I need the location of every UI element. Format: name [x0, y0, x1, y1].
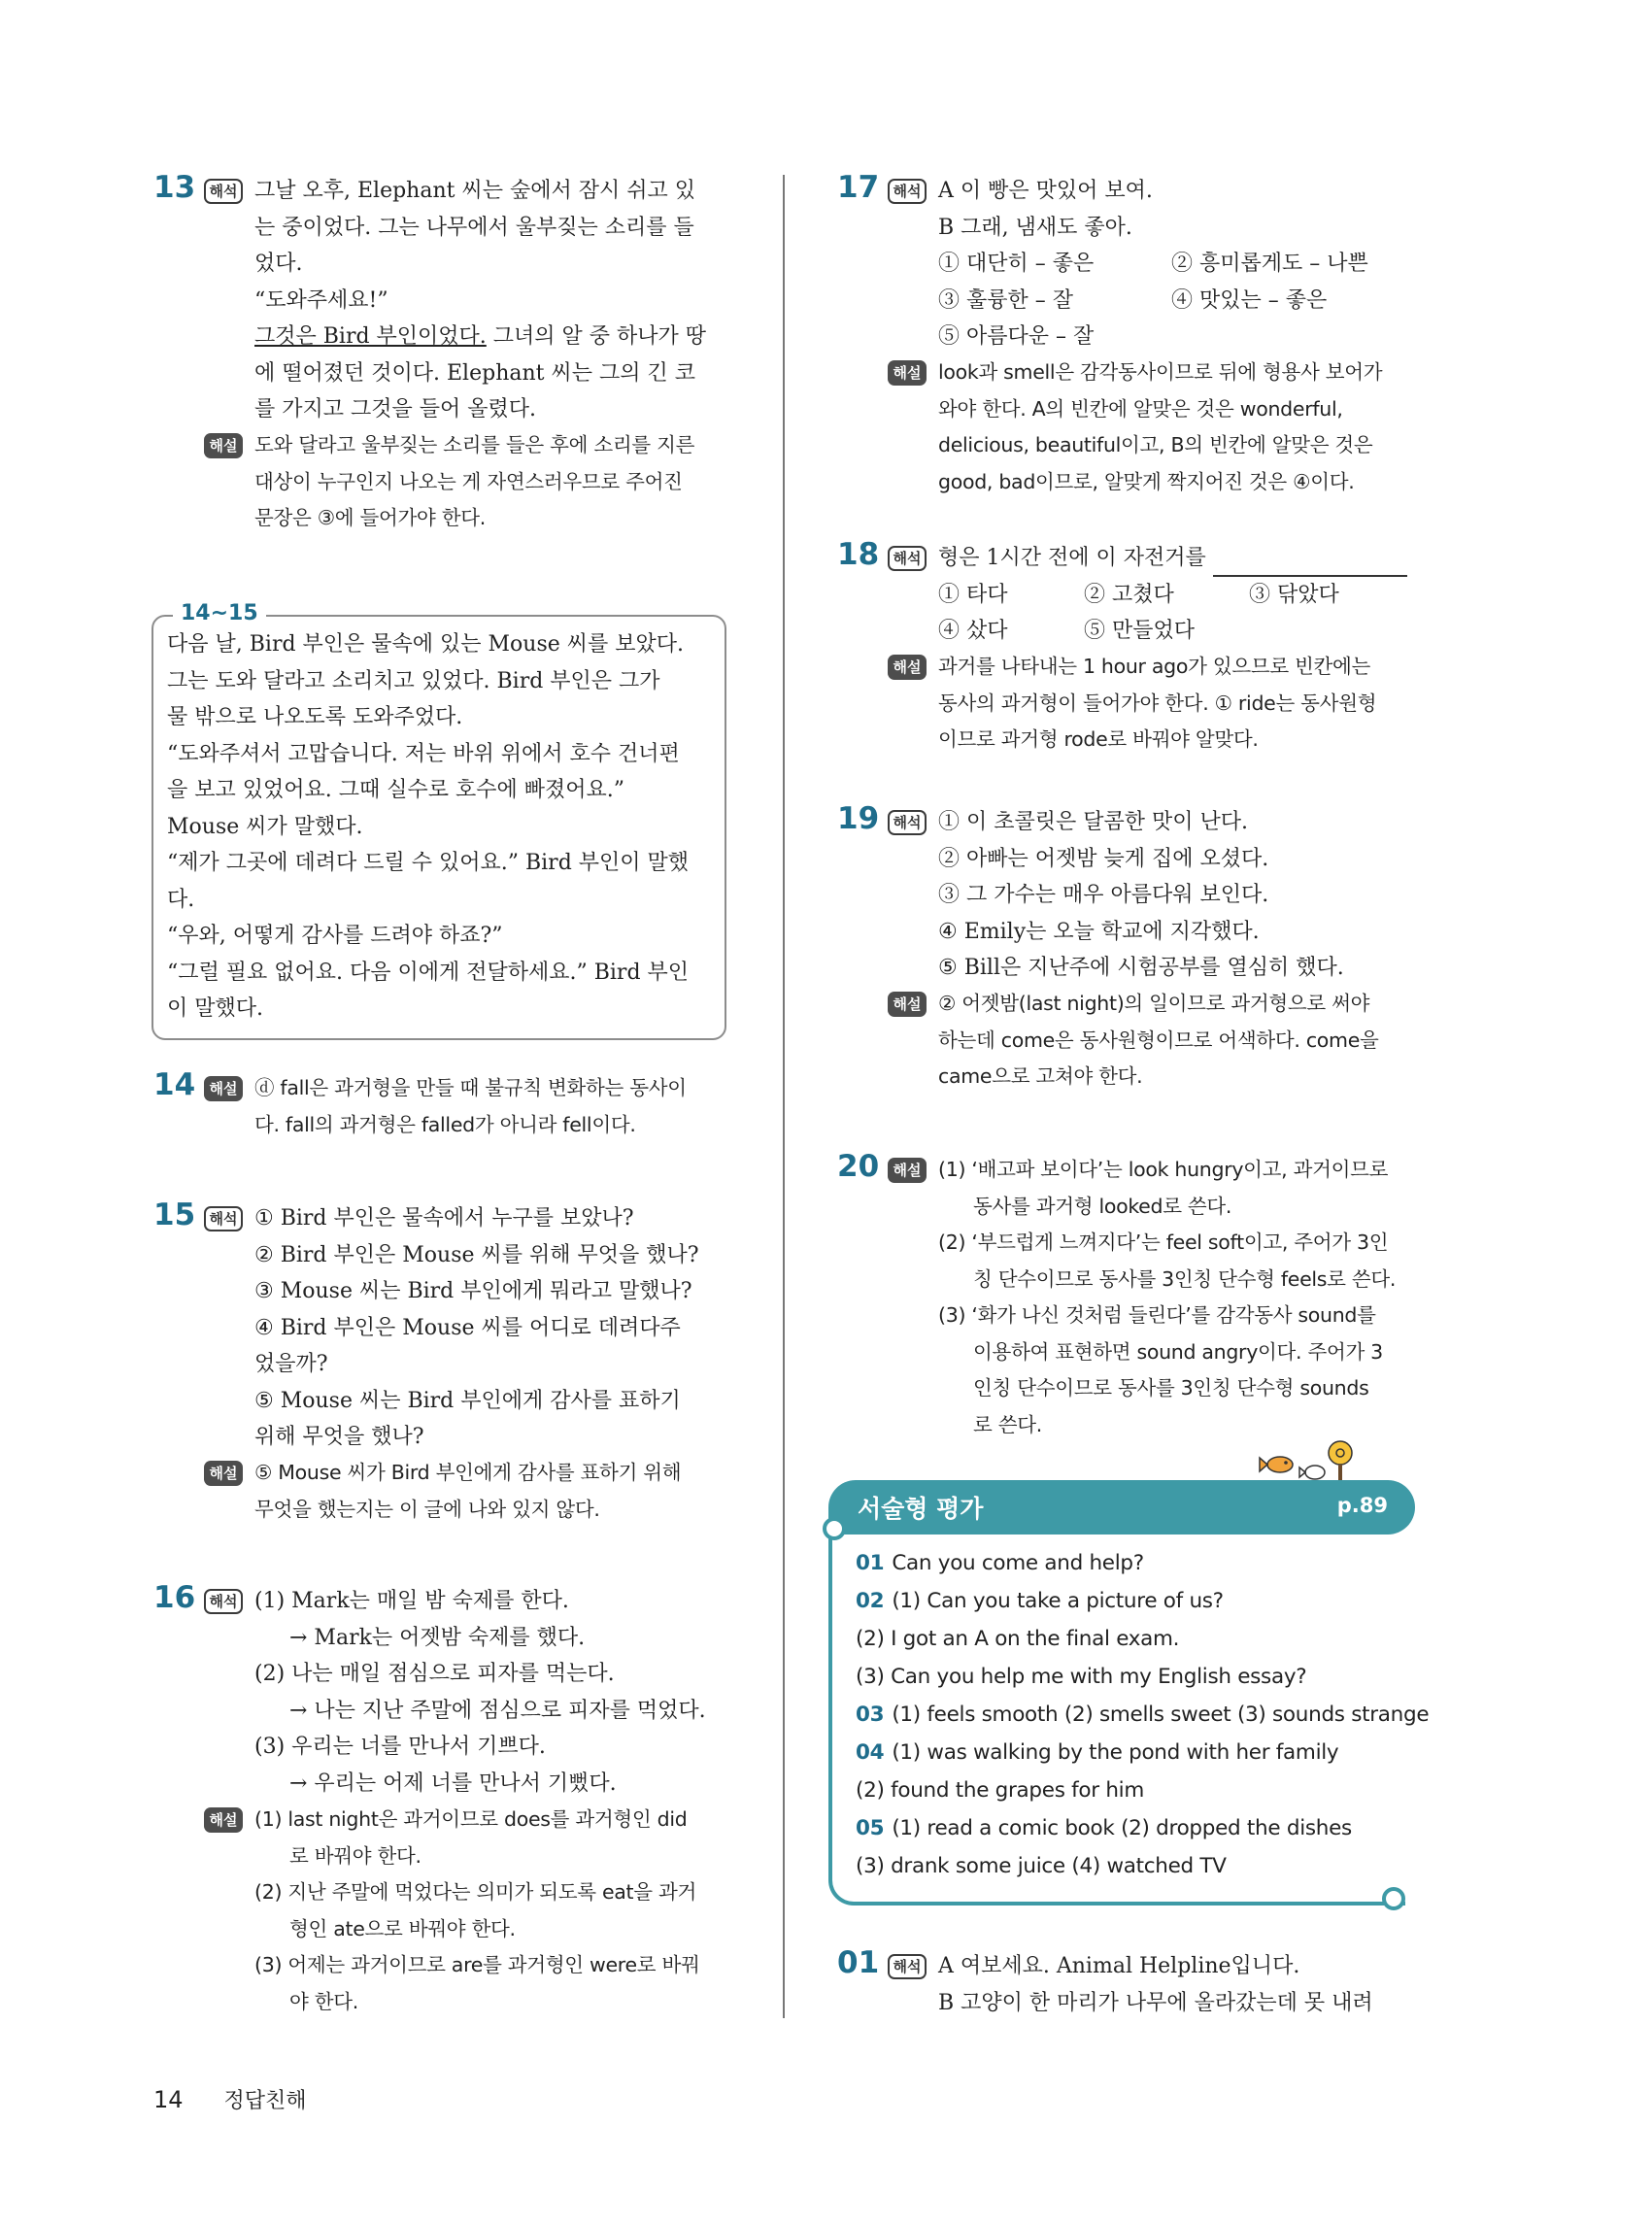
answer-options [938, 246, 1420, 355]
text-line: 동사의 과거형이 들어가야 한다. ① ride는 동사원형 [938, 691, 1377, 715]
text-line: 는 중이었다. 그는 나무에서 울부짖는 소리를 들 [254, 215, 694, 240]
answer-text: (1) feels smooth (2) smells sweet (3) sounds strange [892, 1703, 1430, 1727]
text-line: 을 보고 있었어요. 그때 실수로 호수에 빠졌어요.” [167, 778, 624, 802]
solution-badge: 해설 [888, 1158, 927, 1183]
text-span: 그녀의 알 중 하나가 땅 [486, 324, 707, 349]
option: ③ 닦았다 [1249, 582, 1339, 607]
answer-text: Can you come and help? [892, 1551, 1144, 1575]
text-line: 에 떨어졌던 것이다. Elephant 씨는 그의 긴 코 [254, 360, 695, 386]
option: ④ 맛있는 – 좋은 [1171, 287, 1328, 313]
answer-text: (3) drank some juice (4) watched TV [856, 1854, 1227, 1878]
text-line: 문장은 ③에 들어가야 한다. [254, 506, 486, 529]
question-number: 13 [153, 170, 196, 205]
answer-text: (2) found the grapes for him [856, 1778, 1144, 1803]
text-line: 이므로 과거형 rode로 바꿔야 알맞다. [938, 727, 1259, 751]
text-line: (2) 지난 주말에 먹었다는 의미가 되도록 eat을 과거 [254, 1880, 697, 1904]
text-line: 대상이 누구인지 나오는 게 자연스러우므로 주어진 [254, 469, 683, 493]
option: ① 대단히 – 좋은 [938, 252, 1095, 276]
text-line: (1) ‘배고파 보이다’는 look hungry이고, 과거이므로 [938, 1158, 1389, 1181]
option: ⑤ 아름다운 – 잘 [938, 324, 1095, 349]
essay-answer-line [856, 1847, 1409, 1885]
answer-text: (1) was walking by the pond with her family [892, 1740, 1339, 1765]
text-line: (1) Mark는 매일 밤 숙제를 한다. [254, 1589, 569, 1613]
text-line: ① 이 초콜릿은 달콤한 맛이 난다. [938, 810, 1248, 834]
text-line: Mouse 씨가 말했다. [167, 814, 363, 839]
answer-number: 05 [856, 1816, 885, 1840]
question-text [254, 173, 736, 428]
text-line: A 이 빵은 맛있어 보여. [938, 179, 1153, 203]
text-line: 물 밖으로 나오도록 도와주었다. [167, 705, 463, 729]
solution-badge: 해설 [204, 1461, 243, 1486]
question-number: 20 [837, 1149, 880, 1184]
text-line: (1) last night은 과거이므로 does를 과거형인 did [254, 1807, 688, 1831]
essay-title: 서술형 평가 [858, 1495, 984, 1523]
answer-number: 03 [856, 1703, 885, 1727]
text-line: 야 한다. [289, 1989, 358, 2013]
text-line: ⓓ fall은 과거형을 만들 때 불규칙 변화하는 동사이 [254, 1076, 687, 1099]
essay-page-ref: p.89 [1336, 1494, 1388, 1517]
text-line [938, 540, 1420, 577]
answer-text: (3) Can you help me with my English essay? [856, 1665, 1307, 1689]
page-footer [153, 2084, 307, 2114]
text-line: ⑤ Mouse 씨가 Bird 부인에게 감사를 표하기 위해 [254, 1461, 682, 1484]
text-line: look과 smell은 감각동사이므로 뒤에 형용사 보어가 [938, 360, 1383, 384]
question-text [254, 1583, 736, 1802]
passage-box-14-15 [152, 601, 726, 1040]
solution-text [938, 354, 1420, 500]
text-line: 그는 도와 달라고 소리치고 있었다. Bird 부인은 그가 [167, 668, 660, 693]
option: ② 고쳤다 [1084, 582, 1174, 607]
essay-answers [856, 1544, 1430, 1885]
essay-answer-line [856, 1582, 1409, 1620]
text-line: 칭 단수이므로 동사를 3인칭 단수형 feels로 쓴다. [973, 1266, 1397, 1291]
explain-badge: 해석 [204, 1589, 243, 1614]
question-number: 19 [837, 801, 880, 836]
text-line: ① Bird 부인은 물속에서 누구를 보았나? [254, 1206, 634, 1231]
text-line: 도와 달라고 울부짖는 소리를 들은 후에 소리를 지른 [254, 433, 695, 456]
essay-answer-line [856, 1809, 1409, 1847]
question-number: 01 [837, 1945, 880, 1980]
text-line: 인칭 단수이므로 동사를 3인칭 단수형 sounds [973, 1376, 1369, 1400]
text-line: 로 쓴다. [973, 1412, 1042, 1436]
answer-options [938, 577, 1420, 650]
text-line: 무엇을 했는지는 이 글에 나와 있지 않다. [254, 1497, 600, 1521]
option: ④ 샀다 [938, 619, 1008, 643]
text-line: (3) ‘화가 나신 것처럼 들린다’를 감각동사 sound를 [938, 1303, 1376, 1327]
solution-badge: 해설 [888, 360, 927, 386]
solution-badge: 해설 [204, 1807, 243, 1833]
solution-badge: 해설 [888, 655, 927, 680]
explain-badge: 해석 [888, 546, 927, 571]
text-line: 이용하여 표현하면 sound angry이다. 주어가 3 [973, 1339, 1383, 1364]
underlined-sentence: 그것은 Bird 부인이었다. [254, 324, 487, 349]
text-line [254, 319, 736, 355]
fish-and-sign-illustration [1259, 1435, 1375, 1484]
text-line: A 여보세요. Animal Helpline입니다. [938, 1954, 1300, 1978]
explain-badge: 해석 [204, 179, 243, 204]
solution-badge: 해설 [204, 433, 243, 458]
text-line: 그날 오후, Elephant 씨는 숲에서 잠시 쉬고 있 [254, 179, 695, 203]
text-line: “도와주셔서 고맙습니다. 저는 바위 위에서 호수 건너편 [167, 741, 680, 766]
question-text [938, 173, 1420, 355]
answer-text: (1) Can you take a picture of us? [892, 1589, 1224, 1613]
text-line: 위해 무엇을 했나? [254, 1425, 424, 1449]
text-line: (3) 우리는 너를 만나서 기쁘다. [254, 1735, 546, 1759]
book-section-label: 정답친해 [223, 2089, 307, 2113]
frame-end-dot [1382, 1887, 1405, 1910]
solution-badge: 해설 [888, 992, 927, 1017]
text-line: B 고양이 한 마리가 나무에 올라갔는데 못 내려 [938, 1990, 1373, 2015]
question-number: 15 [153, 1197, 196, 1232]
text-line: → 우리는 어제 너를 만나서 기뻤다. [289, 1771, 617, 1796]
text-line: 로 바꿔야 한다. [289, 1843, 421, 1868]
essay-answer-line [856, 1696, 1430, 1734]
solution-text [254, 1455, 736, 1528]
question-text [938, 804, 1420, 987]
question-stem: 형은 1시간 전에 이 자전거를 [938, 546, 1206, 570]
text-line: ③ Mouse 씨는 Bird 부인에게 뭐라고 말했나? [254, 1279, 692, 1303]
text-line: “우와, 어떻게 감사를 드려야 하죠?” [167, 924, 503, 948]
text-line: “도와주세요!” [254, 287, 388, 313]
solution-text [254, 1802, 736, 2020]
text-line: → Mark는 어젯밤 숙제를 했다. [289, 1625, 586, 1650]
answer-blank [1213, 552, 1407, 577]
option: ① 타다 [938, 582, 1008, 607]
text-line: (2) 나는 매일 점심으로 피자를 먹는다. [254, 1662, 615, 1686]
frame-start-dot [823, 1517, 846, 1540]
text-line: ③ 그 가수는 매우 아름다워 보인다. [938, 883, 1269, 907]
text-line: 형인 ate으로 바꿔야 한다. [289, 1916, 516, 1940]
answer-number: 04 [856, 1740, 885, 1765]
text-line: 이 말했다. [167, 996, 263, 1021]
essay-assessment-panel [828, 1480, 1430, 1906]
question-text [938, 540, 1420, 650]
text-line: ④ Emily는 오늘 학교에 지각했다. [938, 919, 1260, 944]
text-line: 다. [167, 887, 195, 912]
text-line: → 나는 지난 주말에 점심으로 피자를 먹었다. [289, 1698, 706, 1723]
passage-text [167, 626, 711, 1028]
answer-number: 01 [856, 1551, 885, 1575]
text-line: “그럴 필요 없어요. 다음 이에게 전달하세요.” Bird 부인 [167, 960, 690, 985]
text-line: good, bad이므로, 알맞게 짝지어진 것은 ④이다. [938, 469, 1355, 493]
option: ③ 훌륭한 – 잘 [938, 287, 1073, 313]
text-line: 와야 한다. A의 빈칸에 알맞은 것은 wonderful, [938, 396, 1343, 421]
solution-text [254, 1070, 736, 1143]
column-divider [783, 175, 785, 2018]
text-line: ② 어젯밤(last night)의 일이므로 과거형으로 써야 [938, 992, 1370, 1015]
solution-text [938, 1152, 1420, 1443]
text-line: ② Bird 부인은 Mouse 씨를 위해 무엇을 했나? [254, 1242, 699, 1267]
option: ② 흥미롭게도 – 나쁜 [1171, 252, 1368, 276]
question-text [254, 1200, 736, 1456]
text-line: delicious, beautiful이고, B의 빈칸에 알맞은 것은 [938, 433, 1373, 456]
solution-badge: 해설 [204, 1076, 243, 1101]
text-line: ④ Bird 부인은 Mouse 씨를 어디로 데려다주 [254, 1315, 681, 1340]
explain-badge: 해석 [204, 1206, 243, 1231]
text-line: (2) ‘부드럽게 느껴지다’는 feel soft이고, 주어가 3인 [938, 1231, 1389, 1254]
question-text [938, 1948, 1420, 2021]
explain-badge: 해석 [888, 179, 927, 204]
text-line: (3) 어제는 과거이므로 are를 과거형인 were로 바꿔 [254, 1953, 700, 1976]
text-line: B 그래, 냄새도 좋아. [938, 215, 1132, 240]
text-line: 를 가지고 그것을 들어 올렸다. [254, 397, 536, 422]
text-line: 동사를 과거형 looked로 쓴다. [973, 1194, 1232, 1218]
question-number: 14 [153, 1067, 196, 1102]
text-line: ⑤ Bill은 지난주에 시험공부를 열심히 했다. [938, 956, 1344, 980]
explain-badge: 해석 [888, 810, 927, 835]
text-line: 었을까? [254, 1352, 328, 1376]
question-number: 18 [837, 537, 880, 572]
explain-badge: 해석 [888, 1954, 927, 1979]
text-line: ⑤ Mouse 씨는 Bird 부인에게 감사를 표하기 [254, 1388, 681, 1413]
page-number: 14 [153, 2086, 184, 2113]
text-line: 다음 날, Bird 부인은 물속에 있는 Mouse 씨를 보았다. [167, 632, 685, 657]
solution-text [938, 986, 1420, 1096]
text-line: 과거를 나타내는 1 hour ago가 있으므로 빈칸에는 [938, 655, 1371, 678]
essay-answer-line [856, 1771, 1409, 1809]
essay-answer-line [856, 1734, 1409, 1771]
text-line: 다. fall의 과거형은 falled가 아니라 fell이다. [254, 1112, 636, 1136]
solution-text [254, 427, 736, 537]
option: ⑤ 만들었다 [1084, 619, 1196, 643]
essay-answer-line [856, 1658, 1409, 1696]
passage-box-title: 14~15 [173, 601, 266, 625]
text-line: ② 아빠는 어젯밤 늦게 집에 오셨다. [938, 846, 1269, 871]
essay-header [828, 1480, 1415, 1535]
text-line: came으로 고쳐야 한다. [938, 1064, 1143, 1088]
solution-text [938, 649, 1420, 759]
essay-answer-line [856, 1620, 1409, 1658]
text-line: 하는데 come은 동사원형이므로 어색하다. come을 [938, 1028, 1379, 1052]
question-number: 16 [153, 1580, 196, 1615]
answer-text: (2) I got an A on the final exam. [856, 1627, 1180, 1651]
answer-number: 02 [856, 1589, 885, 1613]
text-line: “제가 그곳에 데려다 드릴 수 있어요.” Bird 부인이 말했 [167, 851, 690, 875]
text-line: 었다. [254, 252, 303, 276]
question-number: 17 [837, 170, 880, 205]
answer-text: (1) read a comic book (2) dropped the dishes [892, 1816, 1352, 1840]
essay-answer-line [856, 1544, 1409, 1582]
